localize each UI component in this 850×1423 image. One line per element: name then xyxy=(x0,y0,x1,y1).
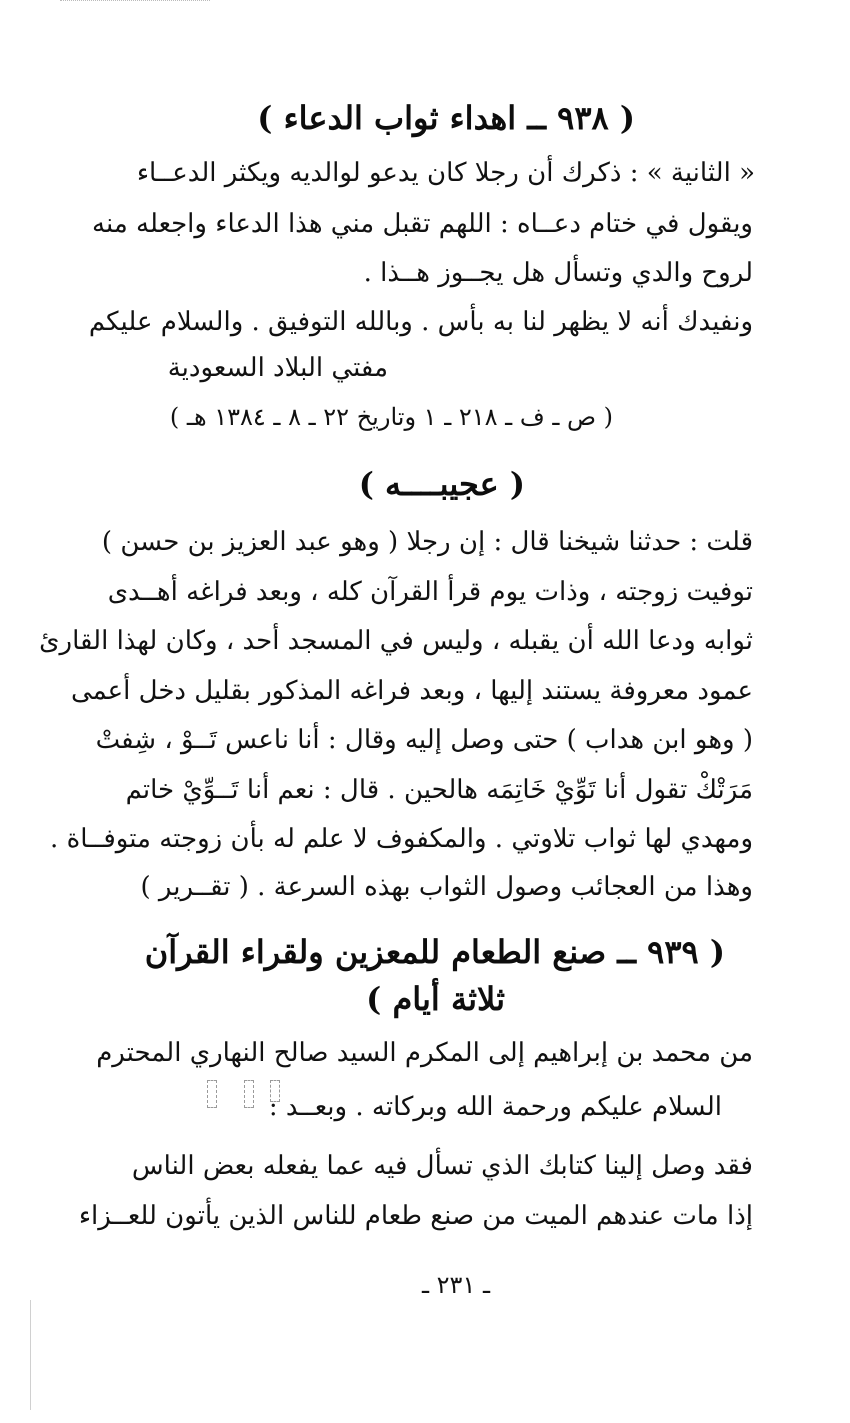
scan-artifact-mark xyxy=(207,1080,217,1108)
scan-left-edge xyxy=(30,1300,31,1410)
scan-top-edge xyxy=(60,0,210,5)
text-line-ajiba-4: عمود معروفة يستند إليها ، وبعد فراغه المذكور بقليل دخل أعمى xyxy=(70,676,753,706)
signature-line: مفتي البلاد السعودية xyxy=(167,353,388,383)
heading-938: ( ٩٣٨ ــ اهداء ثواب الدعاء ) xyxy=(257,99,635,137)
scan-artifact-mark xyxy=(244,1080,254,1108)
heading-939-line-1: ( ٩٣٩ ــ صنع الطعام للمعزين ولقراء القرآن xyxy=(144,933,725,971)
text-line-938-2: ويقول في ختام دعــاه : اللهم تقبل مني هذا الدعاء واجعله منه xyxy=(92,209,753,239)
text-line-938-3: لروح والدي وتسأل هل يجــوز هــذا . xyxy=(363,258,753,288)
text-line-ajiba-2: توفيت زوجته ، وذات يوم قرأ القرآن كله ، وبعد فراغه أهــدى xyxy=(107,577,753,607)
page-number: ـ ٢٣١ ـ xyxy=(421,1271,490,1299)
text-line-938-4: ونفيدك أنه لا يظهر لنا به بأس . وبالله التوفيق . والسلام عليكم xyxy=(88,307,753,337)
text-line-938-1: « الثانية » : ذكرك أن رجلا كان يدعو لوالديه ويكثر الدعــاء xyxy=(136,158,755,188)
text-line-ajiba-1: قلت : حدثنا شيخنا قال : إن رجلا ( وهو عبد العزيز بن حسن ) xyxy=(101,527,753,557)
heading-ajiba: ( عجيبــــه ) xyxy=(358,465,525,503)
text-line-939-1: من محمد بن إبراهيم إلى المكرم السيد صالح النهاري المحترم xyxy=(96,1038,753,1068)
text-line-ajiba-7: ومهدي لها ثواب تلاوتي . والمكفوف لا علم له بأن زوجته متوفــاة . xyxy=(50,824,753,854)
text-line-ajiba-5: ( وهو ابن هداب ) حتى وصل إليه وقال : أنا ناعس تَــوْ ، شِفتْ xyxy=(95,725,753,755)
reference-line: ( ص ـ ف ـ ٢١٨ ـ ١ وتاريخ ٢٢ ـ ٨ ـ ١٣٨٤ هـ ) xyxy=(169,403,613,431)
text-line-939-2: السلام عليكم ورحمة الله وبركاته . وبعــد : xyxy=(268,1092,722,1122)
scan-artifact-mark xyxy=(270,1080,280,1102)
text-line-ajiba-3: ثوابه ودعا الله أن يقبله ، وليس في المسجد أحد ، وكان لهذا القارئ xyxy=(39,626,753,656)
text-line-ajiba-8: وهذا من العجائب وصول الثواب بهذه السرعة . ( تقــرير ) xyxy=(140,872,753,902)
text-line-939-3: فقد وصل إلينا كتابك الذي تسأل فيه عما يفعله بعض الناس xyxy=(131,1151,753,1181)
text-line-939-4: إذا مات عندهم الميت من صنع طعام للناس الذين يأتون للعــزاء xyxy=(78,1201,753,1231)
heading-939-line-2: ثلاثة أيام ) xyxy=(366,980,505,1018)
text-line-ajiba-6: مَرَتْكْ تقول أنا تَوِّيْ خَاتِمَه هالحين . قال : نعم أنا تَــوِّيْ خاتم xyxy=(125,775,753,805)
